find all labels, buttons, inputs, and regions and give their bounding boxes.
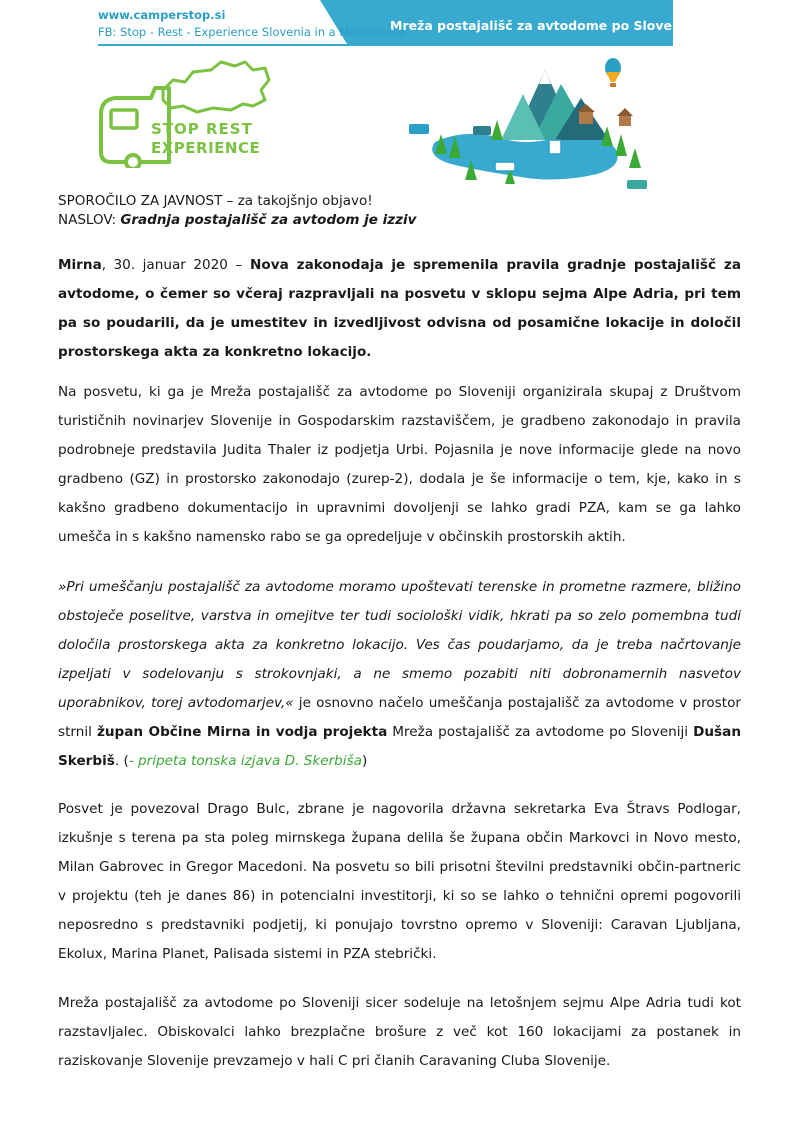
audio-statement-link[interactable]: - pripeta tonska izjava D. Skerbiša: [128, 753, 362, 769]
title-label: NASLOV:: [58, 212, 121, 228]
title-text: Gradnja postajališč za avtodom je izziv: [120, 212, 417, 228]
paragraph-5: Mreža postajališč za avtodome po Sloveniji sicer sodeluje na letošnjem sejmu Alpe Adria tudi kot razstavljalec. Obiskovalci lahko brezplačne brošure z več kot 160 lokacijami za postanek in raziskovanje Slovenije prevzamejo v hali C pri članih Caravaning Cluba Slovenije.: [58, 995, 741, 1069]
motorhome-wheel: [126, 155, 140, 168]
mayor-role: župan Občine Mirna in vodja projekta: [96, 724, 388, 740]
facebook-link[interactable]: FB: Stop - Rest - Experience Slovenia in a Motorhome: [98, 25, 406, 39]
quote-attribution: je osnovno načelo umeščanja postajališč za avtodome v prostor strnil: [58, 695, 741, 740]
mountains-icon: [501, 70, 609, 140]
website-link[interactable]: www.camperstop.si: [98, 8, 226, 22]
close-paren: ): [362, 753, 368, 769]
network-name: Mreža postajališč za avtodome po Sloveniji: [387, 724, 694, 740]
lead-body: Nova zakonodaja je spremenila pravila gradnje postajališč za avtodome, o čemer so včeraj razpravljali na posvetu v sklopu sejma Alpe Adria, pri tem pa so poudarili, da je umestitev in izvedljivost odvisna od posamične lokacije in določil prostorskega akta za konkretno lokacijo.: [58, 257, 742, 360]
motorhome-window: [111, 110, 137, 128]
mayor-name: Dušan Skerbiš: [58, 724, 741, 769]
banner-title: Mreža postajališč za avtodome po Sloveniji: [390, 18, 694, 33]
landscape-illustration: [405, 50, 667, 190]
lead-location: Mirna: [58, 257, 102, 273]
logo-text-line2: EXPERIENCE: [151, 139, 261, 157]
release-line: SPOROČILO ZA JAVNOST – za takojšnjo objavo!: [58, 193, 373, 209]
header-divider: [98, 44, 673, 46]
slovenia-map-outline: [163, 62, 269, 112]
press-heading: [58, 192, 416, 230]
open-paren: . (: [114, 753, 129, 769]
quote-text: »Pri umeščanju postajališč za avtodome moramo upoštevati terenske in prometne razmere, bližino obstoječe poselitve, varstva in omejitve ter tudi sociološki vidik, hkrati pa so zelo pomembna tudi določila prostorskega akta za konkretno lokacijo. Ves čas poudarjamo, da je treba načrtovanje izpeljati v sodelovanju s strokovnjaki, a ne smemo pozabiti niti dobronamernih nasvetov uporabnikov, torej avtodomarjev,«: [58, 579, 741, 711]
stop-rest-experience-logo: [93, 58, 283, 168]
lead-date: , 30. januar 2020 –: [101, 257, 243, 273]
contact-info: [98, 7, 405, 41]
lead-paragraph: [58, 251, 741, 367]
logo-text-line1: STOP REST: [151, 120, 253, 138]
paragraph-2: Na posvetu, ki ga je Mreža postajališč za avtodome po Sloveniji organizirala skupaj z Društvom turističnih novinarjev Slovenije in Gospodarskim razstaviščem, je gradbeno zakonodajo in pravila podrobneje predstavila Judita Thaler iz podjetja Urbi. Pojasnila je nove informacije glede na novo gradbeno (GZ) in prostorsko zakonodajo (zurep-2), dodala je še informacije o tem, kje, kako in s kakšno gradbeno dokumentacijo in upravnimi dovoljenji se lahko gradi PZA, kam se ga lahko umešča in s kakšno namensko rabo se ga opredeljuje v občinskih prostorskih aktih.: [58, 384, 741, 545]
paragraph-4: Posvet je povezoval Drago Bulc, zbrane je nagovorila državna sekretarka Eva Štravs Podlogar, izkušnje s terena pa sta poleg mirnskega župana delila še župana občin Markovci in Novo mesto, Milan Gabrovec in Gregor Macedoni. Na posvetu so bili prisotni številni predstavniki občin-partneric v projektu (teh je danes 86) in potencialni investitorji, ki so se lahko o tehnični opremi pogovorili neposredno s predstavniki podjetij, ki ponujajo tovrstno opremo v Sloveniji: Caravan Ljubljana, Ekolux, Marina Planet, Palisada sistemi in PZA stebrički.: [58, 801, 741, 962]
quote-paragraph: [58, 573, 741, 776]
balloon-icon: [605, 58, 621, 87]
title-line: [58, 211, 416, 230]
